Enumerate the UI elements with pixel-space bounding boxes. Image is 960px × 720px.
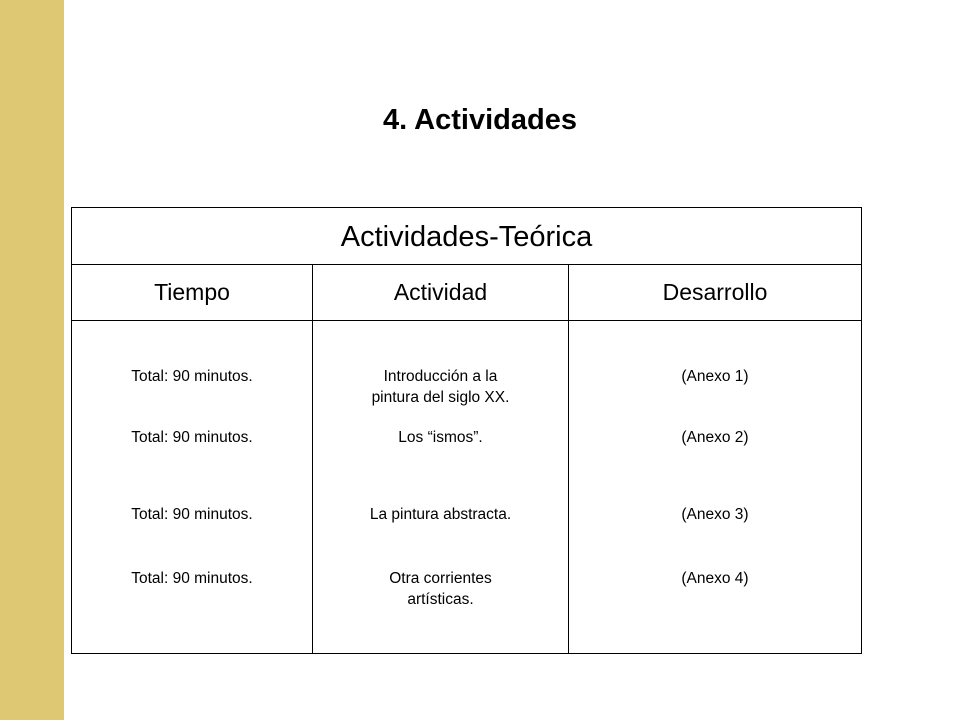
slide-title: 4. Actividades — [383, 104, 577, 136]
cell-tiempo: Total: 90 minutos. — [131, 368, 253, 385]
activities-table — [71, 207, 862, 654]
column-header-desarrollo: Desarrollo — [662, 279, 768, 305]
cell-tiempo: Total: 90 minutos. — [131, 429, 253, 446]
cell-actividad: Los “ismos”. — [398, 429, 483, 446]
header-divider — [72, 320, 861, 321]
column-header-tiempo: Tiempo — [154, 279, 230, 305]
cell-desarrollo: (Anexo 2) — [681, 429, 749, 446]
table-title: Actividades-Teórica — [72, 208, 861, 265]
cell-tiempo: Total: 90 minutos. — [131, 506, 253, 523]
cell-actividad: La pintura abstracta. — [369, 506, 512, 523]
cell-actividad: Introducción a la pintura del siglo XX. — [371, 368, 510, 406]
cell-desarrollo: (Anexo 3) — [681, 506, 749, 523]
cell-actividad: Otra corrientes artísticas. — [389, 570, 492, 608]
cell-tiempo: Total: 90 minutos. — [131, 570, 253, 587]
column-header-actividad: Actividad — [393, 279, 488, 305]
cell-desarrollo: (Anexo 4) — [681, 570, 749, 587]
column-divider — [568, 265, 569, 653]
cell-desarrollo: (Anexo 1) — [681, 368, 749, 385]
